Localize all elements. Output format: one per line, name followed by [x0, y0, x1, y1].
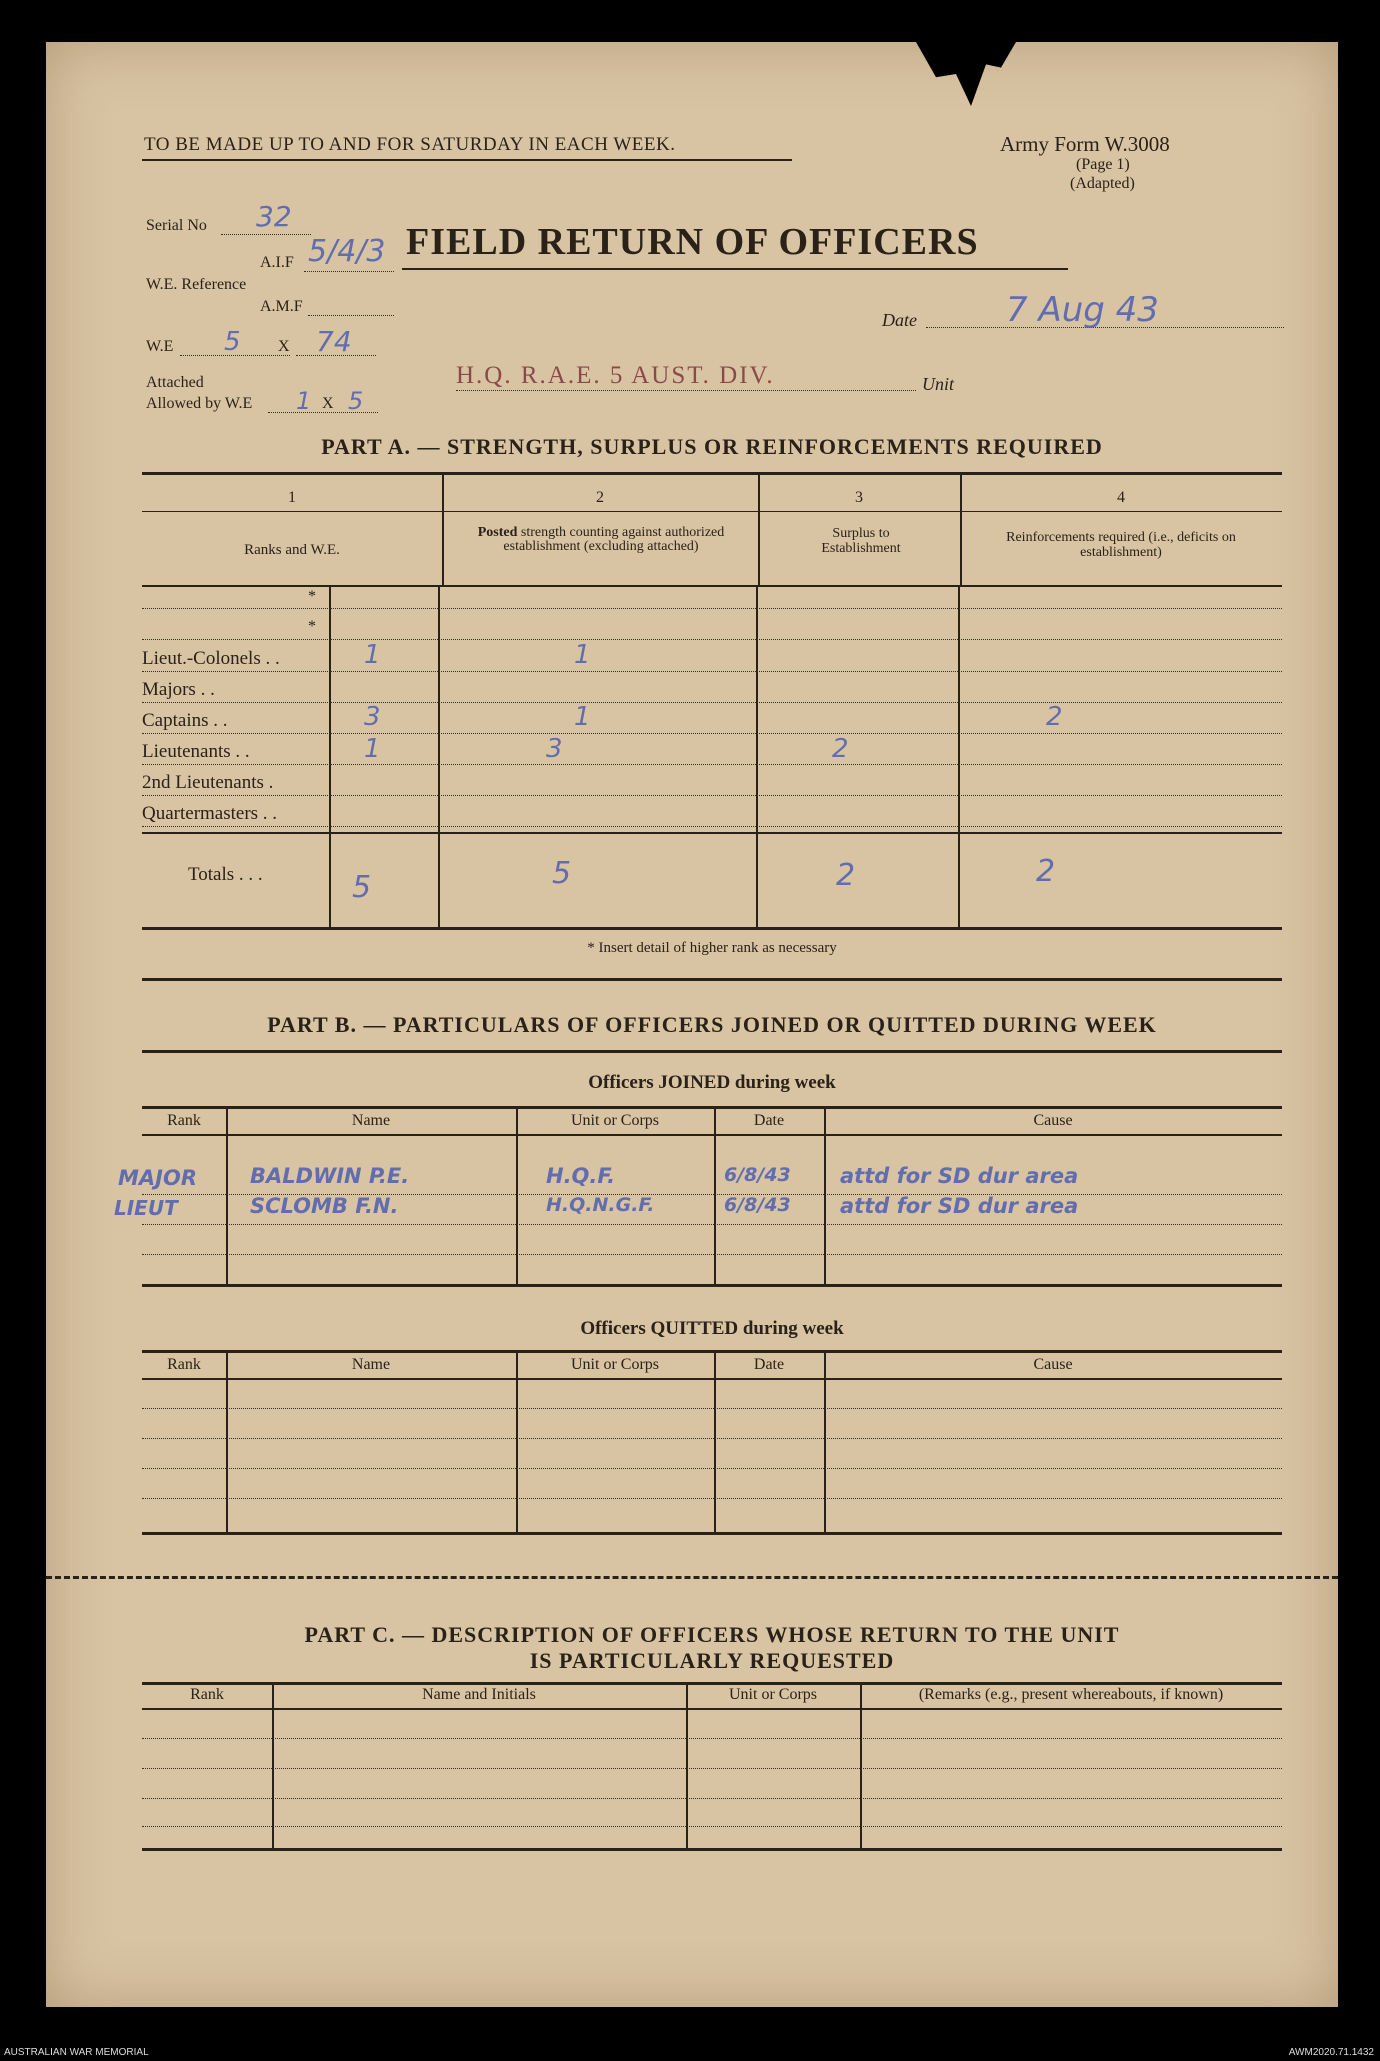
quitted-header-unit: Unit or Corps	[571, 1356, 659, 1373]
col-number-3: 3	[855, 489, 863, 506]
we-reference-label: W.E. Reference	[146, 276, 247, 293]
joined-header-name: Name	[351, 1112, 391, 1129]
joined-top-rule	[142, 1106, 1282, 1109]
rank-label: 2nd Lieutenants .	[142, 772, 274, 793]
joined-cause: attd for SD dur area	[840, 1194, 1079, 1218]
totals-top-rule	[142, 832, 1282, 834]
part-c-title-line2: IS PARTICULARLY REQUESTED	[529, 1648, 895, 1673]
part-c-header-rule	[142, 1708, 1282, 1710]
part-a-num-rule	[142, 511, 1282, 512]
form-adapted: (Adapted)	[1070, 175, 1135, 192]
part-c-top-rule	[142, 1682, 1282, 1685]
quitted-header-cause: Cause	[1033, 1356, 1073, 1373]
aif-dots	[304, 271, 394, 272]
joined-name: SCLOMB F.N.	[250, 1194, 399, 1218]
footer-archive-name: AUSTRALIAN WAR MEMORIAL	[4, 2047, 149, 2058]
form-number: Army Form W.3008	[1000, 132, 1170, 156]
we-count: 1	[364, 640, 381, 670]
joined-bottom-rule	[142, 1284, 1282, 1287]
total-posted: 5	[552, 856, 572, 891]
title-underline	[402, 268, 1068, 270]
we-value-b: 74	[316, 325, 352, 358]
star-row-1-dots	[142, 608, 1282, 609]
joined-header-rule	[142, 1134, 1282, 1136]
quitted-row-4-dots	[142, 1498, 1282, 1499]
serial-dots	[221, 234, 311, 235]
col2-header	[466, 526, 736, 554]
quitted-top-rule	[142, 1350, 1282, 1353]
unit-label: Unit	[922, 374, 955, 394]
star-row-1: *	[308, 588, 316, 605]
col-number-2: 2	[596, 489, 604, 506]
part-c-header-rank: Rank	[190, 1686, 224, 1703]
we-x: X	[278, 338, 290, 355]
totals-label: Totals . . .	[188, 864, 263, 885]
total-surplus: 2	[836, 858, 856, 893]
we-value-a: 5	[224, 327, 241, 357]
posted-count: 3	[546, 734, 563, 764]
quitted-row-2-dots	[142, 1438, 1282, 1439]
perforation-line	[46, 1576, 1338, 1579]
col-number-4: 4	[1117, 489, 1125, 506]
row-dots	[142, 826, 1282, 827]
footnote-rule	[142, 978, 1282, 981]
instruction-underline	[142, 159, 792, 161]
allowed-value-a: 1	[296, 387, 312, 415]
part-b-title: PART B. — PARTICULARS OF OFFICERS JOINED OR QUITTED DURING WEEK	[267, 1012, 1157, 1037]
star-row-2: *	[308, 618, 316, 635]
part-c-header-name: Name and Initials	[422, 1686, 536, 1703]
star-row-2-dots	[142, 639, 1282, 640]
date-label: Date	[882, 310, 917, 330]
quitted-bottom-rule	[142, 1532, 1282, 1535]
surplus-count: 2	[832, 734, 849, 764]
attached-label: Attached	[146, 374, 204, 391]
part-c-row-3-dots	[142, 1798, 1282, 1799]
joined-row-3-dots	[142, 1254, 1282, 1255]
part-c-row-4-dots	[142, 1826, 1282, 1827]
quitted-row-1-dots	[142, 1408, 1282, 1409]
reinforcements-count: 2	[1046, 702, 1063, 732]
joined-header-unit: Unit or Corps	[571, 1112, 659, 1129]
rank-label: Quartermasters . .	[142, 803, 278, 824]
joined-header-rank: Rank	[167, 1112, 201, 1129]
rank-label: Lieut.-Colonels . .	[142, 648, 280, 669]
joined-header-cause: Cause	[1033, 1112, 1073, 1129]
joined-date: 6/8/43	[724, 1164, 791, 1186]
quitted-header-date: Date	[753, 1356, 785, 1373]
quitted-header-rank: Rank	[167, 1356, 201, 1373]
total-reinforcements: 2	[1036, 854, 1056, 889]
we-count: 3	[364, 702, 381, 732]
rank-label: Lieutenants . .	[142, 741, 250, 762]
col4-header: Reinforcements required (i.e., deficits on establishment)	[1006, 530, 1236, 560]
part-b-top-rule	[142, 1050, 1282, 1053]
part-a-top-rule	[142, 472, 1282, 475]
footnote: * Insert detail of higher rank as necessary	[587, 940, 837, 956]
unit-stamp: H.Q. R.A.E. 5 AUST. DIV.	[456, 362, 775, 389]
row-dots	[142, 702, 1282, 703]
torn-corner	[916, 42, 1016, 106]
date-value: 7 Aug 43	[1006, 290, 1159, 330]
col-number-1: 1	[288, 489, 296, 506]
row-dots	[142, 733, 1282, 734]
joined-unit: H.Q.N.G.F.	[546, 1194, 655, 1216]
rank-label: Captains . .	[142, 710, 228, 731]
form-page: (Page 1)	[1076, 156, 1130, 173]
rank-label: Majors . .	[142, 679, 215, 700]
posted-count: 1	[574, 702, 591, 732]
part-c-row-1-dots	[142, 1738, 1282, 1739]
quitted-row-3-dots	[142, 1468, 1282, 1469]
joined-unit: H.Q.F.	[546, 1164, 616, 1188]
quitted-header-name: Name	[351, 1356, 391, 1373]
allowed-x: X	[322, 395, 334, 412]
total-we: 5	[352, 870, 372, 905]
row-dots	[142, 671, 1282, 672]
amf-dots	[308, 315, 394, 316]
unit-dots	[456, 390, 916, 391]
part-c-header-remarks: (Remarks (e.g., present whereabouts, if known)	[918, 1686, 1224, 1703]
joined-date: 6/8/43	[724, 1194, 791, 1216]
col1-header: Ranks and W.E.	[244, 542, 340, 558]
serial-label: Serial No	[146, 217, 207, 234]
amf-label: A.M.F	[260, 298, 303, 315]
we-count: 1	[364, 734, 381, 764]
col2-header-rest: strength counting against authorized establishment (excluding attached)	[503, 525, 725, 554]
joined-title: Officers JOINED during week	[588, 1072, 836, 1093]
footer-accession-number: AWM2020.71.1432	[1288, 2047, 1374, 2058]
instruction-text: TO BE MADE UP TO AND FOR SATURDAY IN EACH WEEK.	[144, 134, 676, 155]
part-a-title: PART A. — STRENGTH, SURPLUS OR REINFORCEMENTS REQUIRED	[321, 434, 1103, 459]
joined-header-date: Date	[753, 1112, 785, 1129]
posted-count: 1	[574, 640, 591, 670]
aif-value: 5/4/3	[308, 234, 386, 269]
joined-name: BALDWIN P.E.	[250, 1164, 410, 1188]
part-a-bottom-rule	[142, 927, 1282, 930]
part-a-hdr-bottom-rule	[142, 585, 1282, 587]
part-c-header-unit: Unit or Corps	[729, 1686, 817, 1703]
we-label: W.E	[146, 338, 174, 355]
serial-value: 32	[256, 200, 292, 233]
aif-label: A.I.F	[260, 254, 294, 271]
joined-rank: LIEUT	[114, 1196, 178, 1220]
joined-rank: MAJOR	[118, 1166, 197, 1190]
form-paper	[46, 42, 1338, 2007]
allowed-value-b: 5	[348, 387, 364, 415]
part-c-bottom-rule	[142, 1848, 1282, 1851]
part-c-row-2-dots	[142, 1768, 1282, 1769]
part-c-title-line1: PART C. — DESCRIPTION OF OFFICERS WHOSE RETURN TO THE UNIT	[304, 1622, 1120, 1647]
col3-header: Surplus to Establishment	[821, 526, 901, 556]
row-dots	[142, 795, 1282, 796]
joined-cause: attd for SD dur area	[840, 1164, 1079, 1188]
joined-row-2-dots	[142, 1224, 1282, 1225]
col2-header-bold: Posted	[477, 525, 518, 540]
quitted-title: Officers QUITTED during week	[580, 1318, 844, 1339]
allowed-label: Allowed by W.E	[146, 395, 253, 412]
row-dots	[142, 764, 1282, 765]
form-title: FIELD RETURN OF OFFICERS	[406, 221, 979, 263]
quitted-header-rule	[142, 1378, 1282, 1380]
